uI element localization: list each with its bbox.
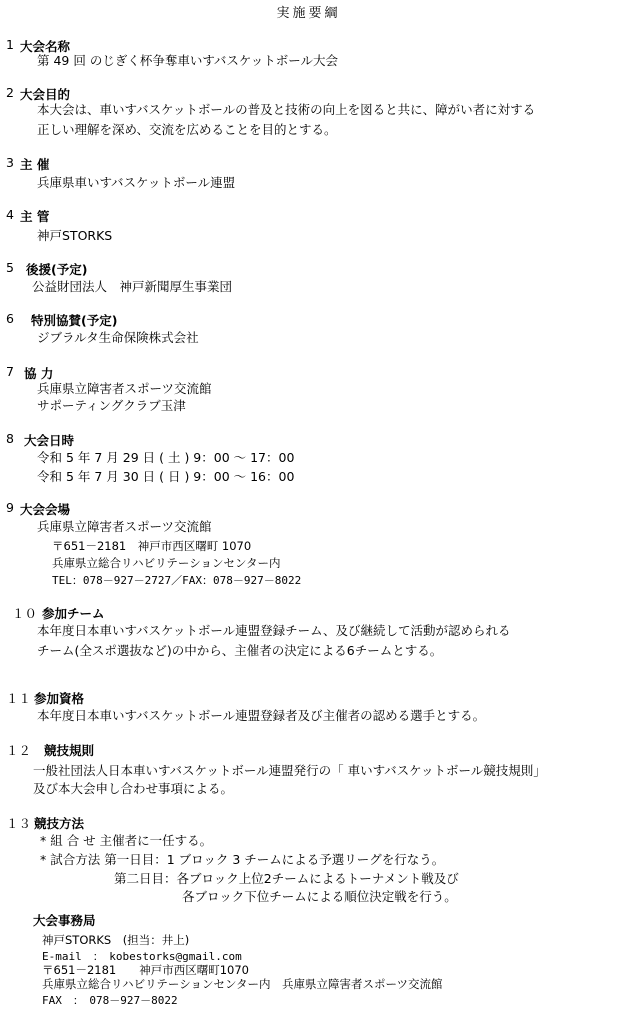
section-11-line: 本年度日本車いすバスケットボール連盟登録者及び主催者の認める選手とする。 [37, 708, 486, 723]
section-12-line: 一般社団法人日本車いすバスケットボール連盟発行の「 車いすバスケットボール競技規則」 [33, 763, 546, 778]
section-label: 特別協賛(予定) [31, 313, 118, 328]
section-number: 2 [6, 85, 14, 100]
section-9-line: 兵庫県立総合リハビリテーションセンター内 [52, 556, 281, 570]
section-label: 協 力 [24, 366, 54, 381]
section-number: 1 [6, 37, 14, 52]
office-fax: FAX ： 078－927－8022 [42, 994, 178, 1007]
section-8-line: 令和 5 年 7 月 30 日 ( 日 ) 9：00 ～ 16：00 [37, 469, 295, 484]
section-label: 主 管 [20, 209, 50, 224]
section-label: 大会名称 [20, 39, 71, 54]
section-label: 競技方法 [34, 816, 85, 831]
section-number: 6 [6, 311, 14, 326]
section-number: １２ [6, 743, 32, 758]
section-number: 5 [6, 260, 14, 275]
section-8-line: 令和 5 年 7 月 29 日 ( 土 ) 9：00 ～ 17：00 [37, 450, 295, 465]
section-label: 競技規則 [44, 743, 95, 758]
section-number: １１ [6, 691, 32, 706]
section-2-line: 正しい理解を深め、交流を広めることを目的とする。 [37, 122, 337, 137]
section-1-line: 第 49 回 のじぎく杯争奪車いすバスケットボール大会 [37, 53, 338, 68]
section-label: 参加チーム [42, 606, 105, 621]
section-number: １３ [6, 816, 32, 831]
section-13-line: 第二日目：各ブロック上位2チームによるトーナメント戦及び [114, 871, 459, 886]
section-number: 3 [6, 155, 14, 170]
section-number: 4 [6, 207, 14, 222]
section-2-line: 本大会は、車いすバスケットボールの普及と技術の向上を図ると共に、障がい者に対する [37, 102, 536, 117]
section-4-line: 神戸STORKS [37, 228, 113, 243]
section-number: 7 [6, 364, 14, 379]
section-10-line: 本年度日本車いすバスケットボール連盟登録チーム、及び継続して活動が認められる [37, 623, 511, 638]
section-12-line: 及び本大会申し合わせ事項による。 [33, 781, 234, 796]
section-10-line: チーム(全スポ選抜など)の中から、主催者の決定による6チームとする。 [37, 643, 443, 658]
section-label: 参加資格 [34, 691, 85, 706]
page-title: 実施要綱 [276, 6, 341, 21]
section-number: １０ [12, 606, 38, 621]
office-heading: 大会事務局 [33, 913, 96, 928]
section-3-line: 兵庫県車いすバスケットボール連盟 [37, 175, 236, 190]
section-number: 8 [6, 431, 14, 446]
office-line: 神戸STORKS (担当：井上) [42, 933, 190, 947]
section-9-line: 〒651－2181 神戸市西区曙町 1070 [52, 539, 252, 553]
section-9-line: TEL：078－927－2727／FAX：078－927－8022 [52, 574, 302, 587]
office-email: E-mail ： kobestorks@gmail.com [42, 950, 242, 963]
section-13-line: * 試合方法 第一日目：1 ブロック 3 チームによる予選リーグを行なう。 [40, 852, 445, 867]
section-6-line: ジブラルタ生命保険株式会社 [37, 330, 199, 345]
office-line: 兵庫県立総合リハビリテーションセンター内 兵庫県立障害者スポーツ交流館 [42, 977, 443, 991]
section-9-line: 兵庫県立障害者スポーツ交流館 [37, 519, 212, 534]
section-13-line: 各ブロック下位チームによる順位決定戦を行う。 [182, 889, 457, 904]
section-number: 9 [6, 500, 14, 515]
section-label: 主 催 [20, 157, 50, 172]
section-7-line: サポーティングクラブ玉津 [37, 398, 186, 413]
section-13-line: * 組 合 せ 主催者に一任する。 [40, 833, 213, 848]
section-label: 後援(予定) [26, 262, 88, 277]
office-line: 〒651－2181 神戸市西区曙町1070 [42, 963, 249, 977]
section-label: 大会会場 [20, 502, 71, 517]
section-label: 大会日時 [24, 433, 75, 448]
section-label: 大会目的 [20, 87, 71, 102]
section-5-line: 公益財団法人 神戸新聞厚生事業団 [32, 279, 233, 294]
section-7-line: 兵庫県立障害者スポーツ交流館 [37, 381, 212, 396]
